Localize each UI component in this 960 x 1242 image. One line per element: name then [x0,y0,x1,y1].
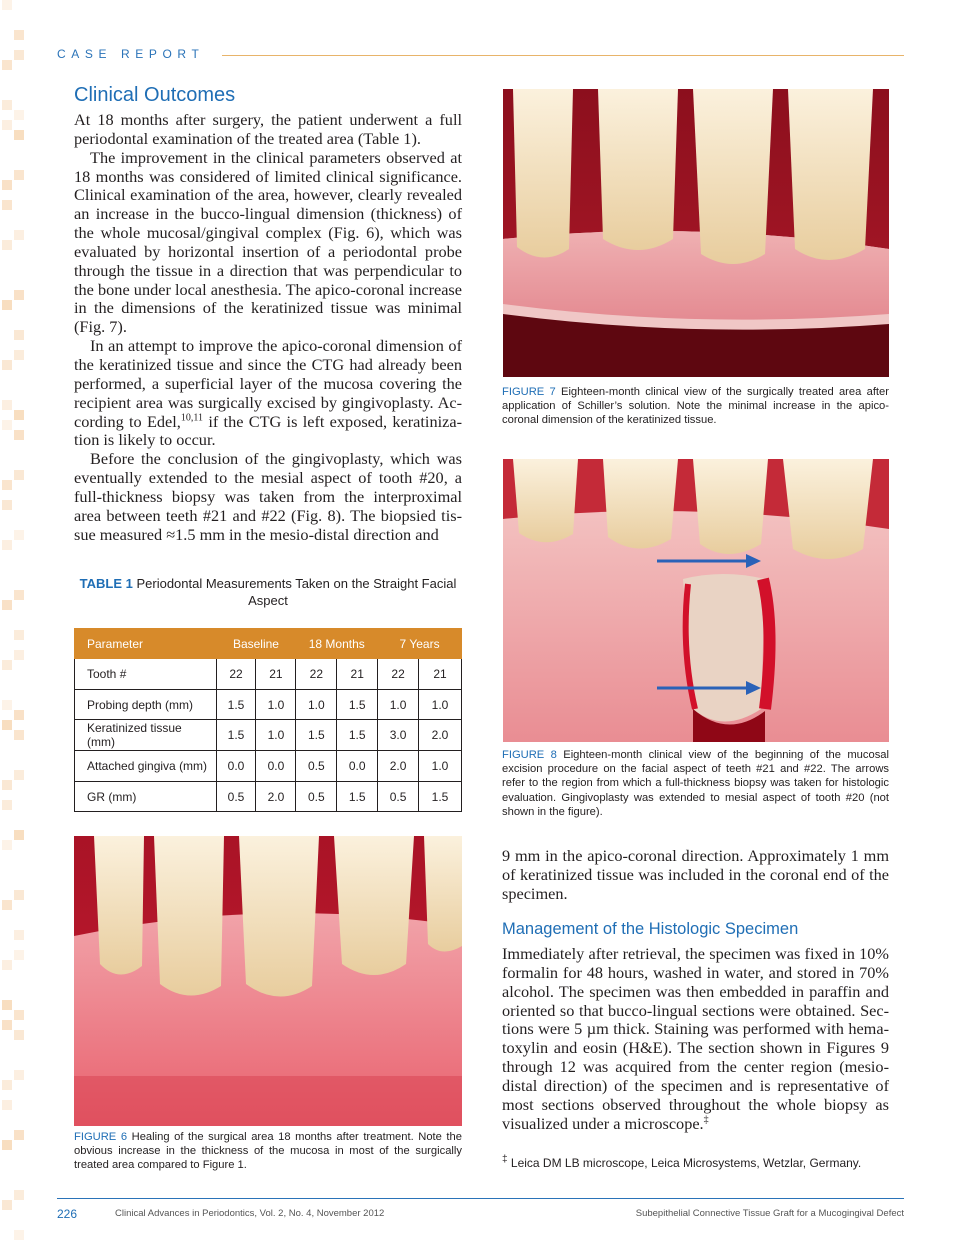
table-cell: 0.5 [216,781,256,812]
column-header: 18 Months [296,629,378,659]
table-cell: 22 [216,659,256,690]
table-cell: 0.0 [337,751,378,782]
decor-square [2,120,12,130]
table-row [75,659,462,690]
decor-square [14,110,24,120]
table-cell: 21 [337,659,378,690]
decor-square [14,630,24,640]
table-cell: 2.0 [419,720,462,751]
figure-label: FIGURE 8 [502,749,557,761]
decor-square [14,590,24,600]
histologic-specimen-body [502,945,889,1133]
column-header: Parameter [75,629,217,659]
header-rule [222,55,904,56]
decor-square [14,1010,24,1020]
decor-square [14,1190,24,1200]
decor-square [2,0,12,10]
table-cell: 1.0 [256,720,296,751]
decor-square [2,720,12,730]
paragraph-text: In an attempt to improve the apico-coronal dimension of the keratinized tissue and since the CTG had already been performed, a superficial layer of the mucosa covering the recipient area was surgically excised by gingivoplasty. According to Edel, [74,336,462,431]
table-cell: 1.0 [296,689,337,720]
table-row [75,689,462,720]
table-cell: 1.5 [419,781,462,812]
decor-square [2,360,12,370]
figure-7-caption [502,385,889,428]
decor-square [14,1130,24,1140]
decor-square [2,700,12,710]
caption-text: Eighteen-month clinical view of the surgically treated area after application of Schiller’s solution. Note the minimal increase in the apico-coronal dimension of the keratinized tissue. [502,386,889,427]
table-label: TABLE 1 [79,576,133,591]
table-cell: 21 [256,659,296,690]
citation-ref: 10,11 [180,412,204,424]
decor-square [2,840,12,850]
decor-square [2,1080,12,1090]
caption-text: Eighteen-month clinical view of the beginning of the mucosal excision procedure on the facial aspect of teeth #21 and #22. The arrows refer to the region from which a full-thickness biopsy was taken for histologic evaluation. Gingivoplasty was extended to mesial aspect of tooth #20 (not shown in the figure). [502,749,889,818]
decor-square [2,180,12,190]
paragraph: At 18 months after surgery, the patient underwent a full periodontal examination of the treated area (Table 1). [74,110,462,148]
table-row [75,751,462,782]
table-caption: Periodontal Measurements Taken on the Straight Facial Aspect [136,576,457,608]
decor-square [14,930,24,940]
decor-square [2,500,12,510]
figure-label: FIGURE 7 [502,386,556,398]
decor-square [2,800,12,810]
decor-square [14,410,24,420]
table-cell: 1.0 [419,751,462,782]
paragraph: 9 mm in the apico-coronal direction. Approximately 1 mm of keratinized tissue was included in the coronal end of the specimen. [502,846,889,903]
table-cell: 21 [419,659,462,690]
decor-square [2,480,12,490]
paragraph: Before the conclusion of the gingivoplasty, which was eventually extended to the mesial aspect of tooth #20, a full-thickness biopsy was taken from the interproximal area between teeth #21 and #22 (Fig. 8). The biopsied tissue measured ≈1.5 mm in the mesio-distal direction and [74,449,462,544]
figure-6-photo [74,836,462,1126]
decor-square [2,600,12,610]
row-label: Probing depth (mm) [75,689,217,720]
decor-square [14,30,24,40]
decor-square [2,400,12,410]
section-title-clinical-outcomes: Clinical Outcomes [74,84,236,106]
decor-square [2,1100,12,1110]
decor-square [2,1200,12,1210]
paragraph: The improvement in the clinical parameters observed at 18 months was considered of limited clinical significance. Clinical examination of the area, however, clearly revealed an increase in the bucco-lingual dimension (thickness) of the whole mucosal/gingival complex (Fig. 6), which was evaluated by horizontal insertion of a periodontal probe through the tissue in a direction that was perpendicular to the bone under local anesthesia. The apico-coronal increase in the dimensions of the keratinized tissue was minimal (Fig. 7). [74,147,462,337]
row-label: Attached gingiva (mm) [75,751,217,782]
table-cell: 0.5 [296,781,337,812]
decor-square [14,470,24,480]
table-cell: 0.0 [216,751,256,782]
decor-square [14,170,24,180]
row-label: Tooth # [75,659,217,690]
decor-square [2,1020,12,1030]
schiller-stain-photo-image [503,89,889,377]
table-cell: 2.0 [378,751,419,782]
decor-square [2,60,12,70]
decor-square [2,1000,12,1010]
decor-square [14,1070,24,1080]
footer-rule [57,1198,904,1199]
table-cell: 1.0 [419,689,462,720]
paragraph [74,337,462,450]
paragraph [502,945,889,1133]
decor-square [2,420,12,430]
figure-label: FIGURE 6 [74,1131,128,1143]
decor-square [2,780,12,790]
article-short-title: Subepithelial Connective Tissue Graft for a Mucogingival Defect [635,1208,904,1219]
column-header: Baseline [216,629,296,659]
decor-square [14,730,24,740]
excision-photo-image [503,459,889,742]
decor-square [2,660,12,670]
clinical-outcomes-body [74,111,462,544]
decor-square [14,130,24,140]
decor-square [2,300,12,310]
figure-6-caption [74,1130,462,1173]
section-title-histologic-specimen: Management of the Histologic Specimen [502,920,799,938]
decor-square [14,430,24,440]
measurements-table [74,628,462,812]
decor-square [2,960,12,970]
decor-square [14,1030,24,1040]
column-header: 7 Years [378,629,462,659]
footnote [502,1156,861,1170]
table-row [75,781,462,812]
paragraph-text: Immediately after retrieval, the specimen was fixed in 10% formalin for 48 hours, washed in water, and stored in 70% alcohol. The specimen was then embedded in paraffin and oriented so that bucco-lingual sections were obtained. Sections were 5 µm thick. Staining was performed with hematoxylin and eosin (H&E). The section shown in Figures 9 through 12 was acquired from the center region (mesio-distal direction) of the specimen and is representative of most sections observed throughout the whole biopsy as visualized under a microscope. [502,944,889,1133]
decor-square [2,540,12,550]
table-cell: 0.0 [256,751,296,782]
running-head: CASE REPORT [57,47,205,61]
decor-square [14,330,24,340]
figure-7-photo [503,89,889,377]
decor-square [2,900,12,910]
footnote-text: Leica DM LB microscope, Leica Microsystems, Wetzlar, Germany. [510,1156,862,1170]
row-label: Keratinized tissue (mm) [75,720,217,751]
table-cell: 1.5 [337,720,378,751]
table-cell: 22 [378,659,419,690]
continuation-text [502,847,889,904]
decor-square [14,770,24,780]
table-row [75,720,462,751]
table-cell: 2.0 [256,781,296,812]
decor-square [14,350,24,360]
decor-square [14,50,24,60]
decor-square [14,650,24,660]
side-decoration-strip [0,0,30,1242]
decor-square [2,240,12,250]
table-cell: 1.5 [216,689,256,720]
paragraph-text: if the CTG is left exposed, keratinization is likely to occur. [74,411,462,450]
table-cell: 1.0 [378,689,419,720]
decor-square [2,1140,12,1150]
table-cell: 22 [296,659,337,690]
decor-square [14,290,24,300]
decor-square [14,530,24,540]
decor-square [14,950,24,960]
table-cell: 0.5 [296,751,337,782]
decor-square [14,1230,24,1240]
footnote-marker: ‡ [703,1114,709,1126]
table-cell: 1.5 [216,720,256,751]
caption-text: Healing of the surgical area 18 months after treatment. Note the obvious increase in the thickness of the mucosa in most of the surgically treated area compared to Figure 1. [74,1131,462,1172]
table-cell: 3.0 [378,720,419,751]
page-number: 226 [57,1207,78,1221]
table-cell: 1.0 [256,689,296,720]
table-header-row [75,629,462,659]
decor-square [14,830,24,840]
journal-citation: Clinical Advances in Periodontics, Vol. 2, No. 4, November 2012 [115,1208,385,1219]
figure-8-photo [503,459,889,742]
table-cell: 1.5 [337,689,378,720]
decor-square [14,890,24,900]
table-title [74,575,462,609]
figure-8-caption [502,748,889,819]
decor-square [14,710,24,720]
footnote-marker: ‡ [502,1154,508,1165]
decor-square [14,230,24,240]
table-cell: 0.5 [378,781,419,812]
decor-square [2,100,12,110]
row-label: GR (mm) [75,781,217,812]
table-cell: 1.5 [296,720,337,751]
gingiva-photo-image [74,836,462,1126]
decor-square [2,200,12,210]
table-cell: 1.5 [337,781,378,812]
